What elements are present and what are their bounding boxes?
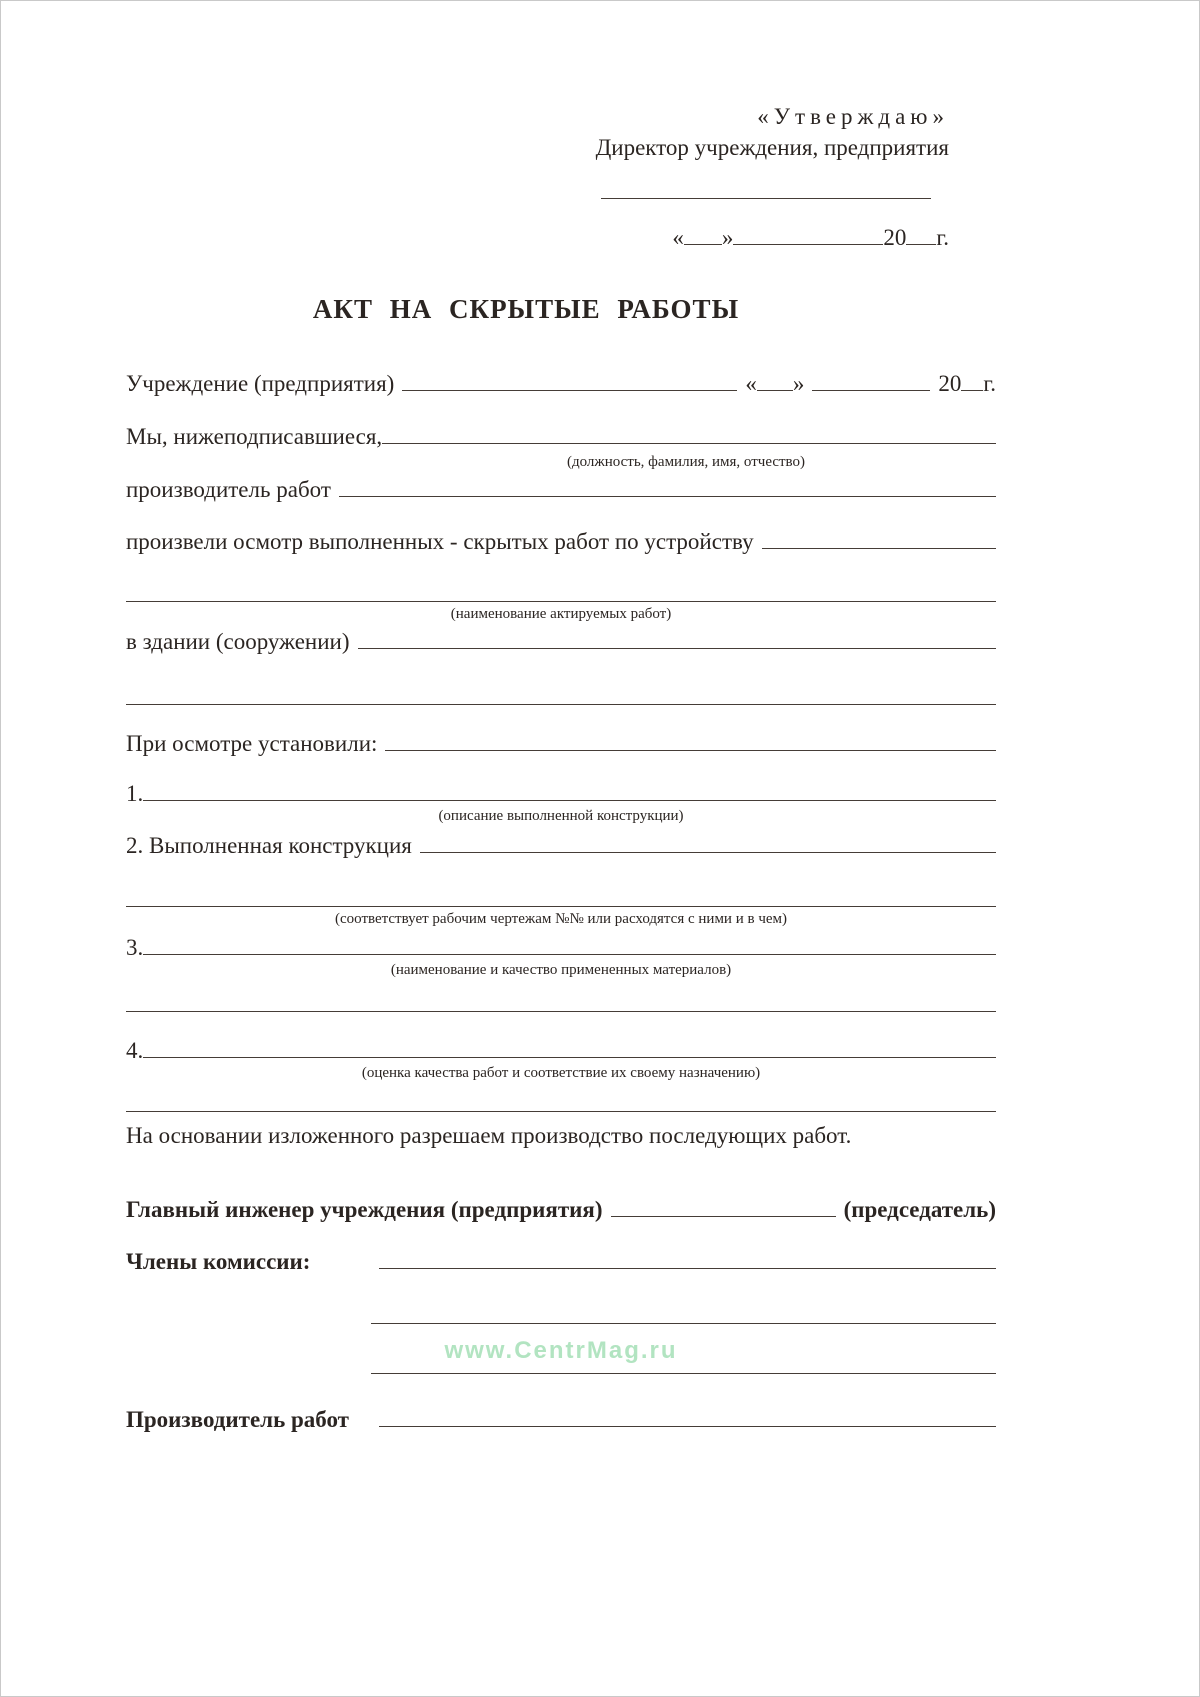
approval-signature-line bbox=[601, 198, 931, 199]
quote-open: « bbox=[672, 225, 684, 250]
item1-number: 1. bbox=[126, 781, 144, 806]
commission-row bbox=[126, 1247, 996, 1277]
item1-caption: (описание выполненной конструкции) bbox=[438, 808, 684, 824]
day-blank bbox=[757, 390, 793, 391]
year-suffix: г. bbox=[983, 371, 996, 396]
producer-signature-blank bbox=[379, 1426, 996, 1427]
watermark-text: www.CentrMag.ru bbox=[444, 1337, 678, 1364]
institution-blank bbox=[402, 390, 737, 391]
commission-label: Члены комиссии: bbox=[126, 1249, 311, 1274]
undersigned-blank bbox=[382, 443, 996, 444]
approval-day-blank bbox=[684, 244, 722, 245]
inspection-blank bbox=[762, 548, 996, 549]
item4-blank bbox=[143, 1057, 996, 1058]
item4-number: 4. bbox=[126, 1038, 144, 1063]
inspection-label: произвели осмотр выполненных - скрытых работ по устройству bbox=[126, 529, 754, 554]
inspection-row bbox=[126, 527, 996, 557]
building-row bbox=[126, 627, 996, 657]
chief-engineer-signature-blank bbox=[611, 1216, 836, 1217]
established-label: При осмотре установили: bbox=[126, 731, 378, 756]
year-blank bbox=[961, 390, 983, 391]
building-blank-continued bbox=[126, 704, 996, 705]
approval-stamp-label: «Утверждаю» bbox=[757, 104, 949, 129]
building-label: в здании (сооружении) bbox=[126, 629, 350, 654]
item2-blank-continued bbox=[126, 906, 996, 907]
year-century: 20 bbox=[938, 371, 962, 396]
item4-caption: (оценка качества работ и соответствие их своему назначению) bbox=[361, 1065, 761, 1081]
approval-year-century: 20 bbox=[883, 225, 907, 250]
chief-engineer-label: Главный инженер учреждения (предприятия) bbox=[126, 1197, 603, 1222]
producer-signature-label: Производитель работ bbox=[126, 1407, 349, 1432]
quote-close: » bbox=[792, 371, 805, 396]
item3-blank bbox=[143, 954, 996, 955]
works-name-blank bbox=[126, 601, 996, 602]
works-name-caption: (наименование актируемых работ) bbox=[450, 606, 672, 622]
approval-month-blank bbox=[733, 244, 883, 245]
document-title: АКТ НА СКРЫТЫЕ РАБОТЫ bbox=[312, 294, 740, 324]
quote-close: » bbox=[721, 225, 734, 250]
item3-row bbox=[126, 933, 996, 963]
established-row bbox=[126, 729, 996, 759]
item1-row bbox=[126, 779, 996, 809]
item4-blank-continued bbox=[126, 1111, 996, 1112]
item2-label: 2. Выполненная конструкция bbox=[126, 833, 412, 858]
commission-signature-blank-3 bbox=[371, 1373, 996, 1374]
commission-signature-blank-2 bbox=[371, 1323, 996, 1324]
item3-blank-continued bbox=[126, 1011, 996, 1012]
undersigned-label: Мы, нижеподписавшиеся, bbox=[126, 424, 383, 449]
producer-row bbox=[126, 475, 996, 505]
established-blank bbox=[385, 750, 996, 751]
chairman-label: (председатель) bbox=[843, 1197, 996, 1222]
approval-year-suffix: г. bbox=[936, 225, 949, 250]
item2-caption: (соответствует рабочим чертежам №№ или расходятся с ними и в чем) bbox=[334, 911, 788, 927]
undersigned-row bbox=[126, 422, 996, 452]
institution-row bbox=[126, 369, 996, 399]
month-blank bbox=[812, 390, 930, 391]
producer-blank bbox=[339, 496, 996, 497]
approval-year-blank bbox=[906, 244, 936, 245]
producer-label: производитель работ bbox=[126, 477, 331, 502]
item2-row bbox=[126, 831, 996, 861]
conclusion-text: На основании изложенного разрешаем производство последующих работ. bbox=[126, 1123, 852, 1148]
building-blank bbox=[358, 648, 996, 649]
item4-row bbox=[126, 1036, 996, 1066]
approval-director-label: Директор учреждения, предприятия bbox=[595, 135, 949, 160]
producer-signature-row bbox=[126, 1405, 996, 1435]
undersigned-caption: (должность, фамилия, имя, отчество) bbox=[566, 454, 806, 470]
institution-label: Учреждение (предприятия) bbox=[126, 371, 395, 396]
item3-number: 3. bbox=[126, 935, 144, 960]
approval-date-row bbox=[672, 225, 949, 251]
commission-signature-blank-1 bbox=[379, 1268, 996, 1269]
item3-caption: (наименование и качество примененных материалов) bbox=[390, 962, 732, 978]
item1-blank bbox=[143, 800, 996, 801]
quote-open: « bbox=[745, 371, 757, 396]
item2-blank bbox=[420, 852, 996, 853]
chief-engineer-row bbox=[126, 1195, 996, 1225]
